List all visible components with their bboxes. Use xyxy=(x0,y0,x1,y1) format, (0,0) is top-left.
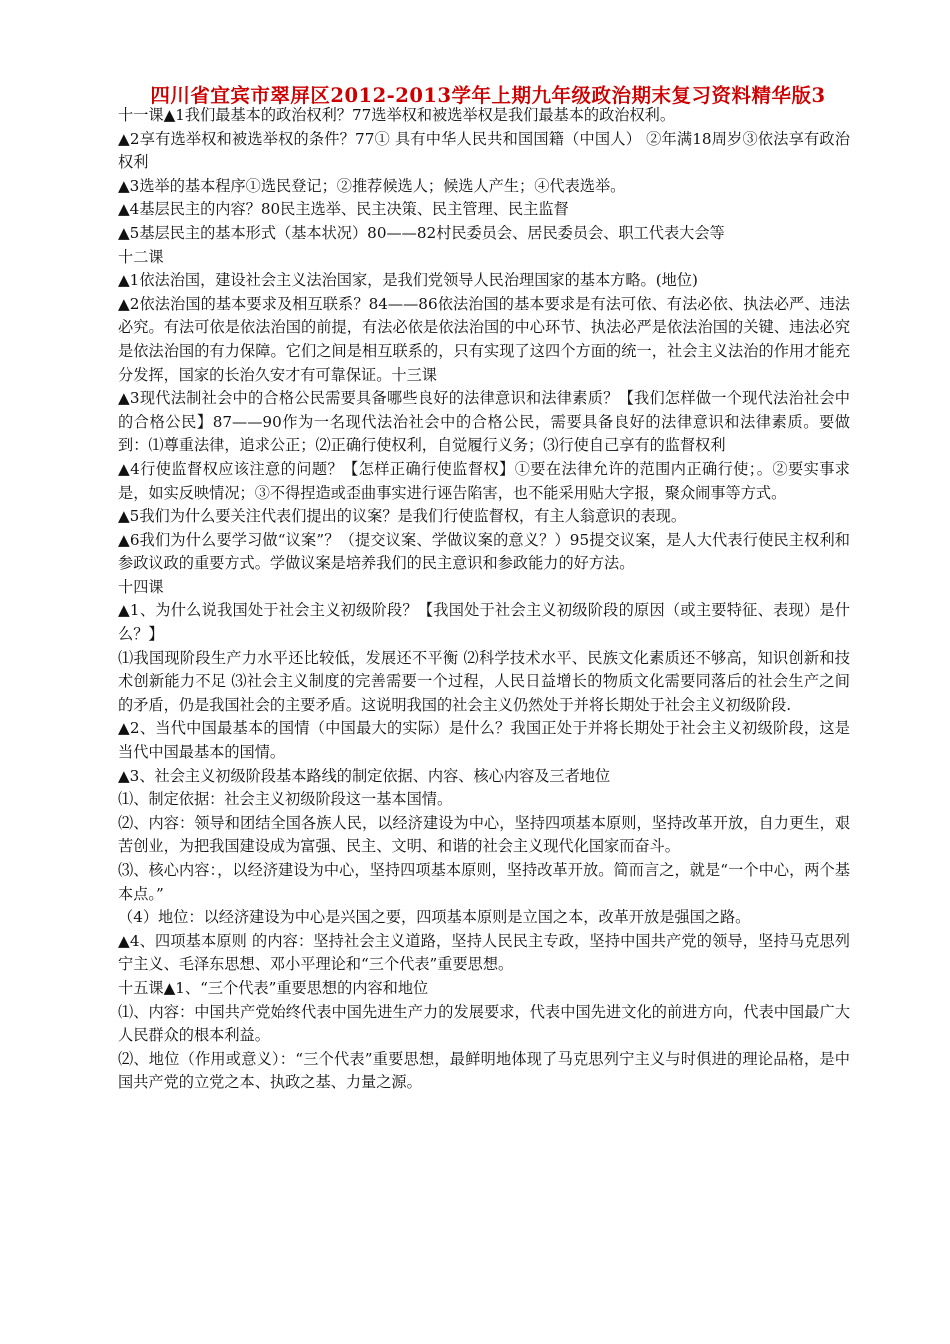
paragraph: 十五课▲1、“三个代表”重要思想的内容和地位 xyxy=(118,978,429,997)
paragraph: ▲3现代法制社会中的合格公民需要具备哪些良好的法律意识和法律素质？【我们怎样做一个现代法治社会中的合格公民】87——90作为一名现代法治社会中的合格公民，需要具备良好的法律意识和法律素质。要做到：⑴尊重法律，追求公正；⑵正确行使权利，自觉履行义务；⑶行使自己享有的监督权利 xyxy=(118,389,850,455)
paragraph: ⑴、内容：中国共产党始终代表中国先进生产力的发展要求，代表中国先进文化的前进方向，代表中国最广大人民群众的根本利益。 xyxy=(118,1002,850,1045)
paragraph: ⑶、核心内容：，以经济建设为中心，坚持四项基本原则，坚持改革开放。简而言之，就是“一个中心，两个基本点。” xyxy=(118,861,850,903)
section-heading: 十四课 xyxy=(118,577,164,596)
paragraph: ▲4基层民主的内容？80民主选举、民主决策、民主管理、民主监督 xyxy=(118,200,569,219)
paragraph: ▲4、四项基本原则 的内容：坚持社会主义道路，坚持人民民主专政，坚持中国共产党的领导，坚持马克思列宁主义、毛泽东思想、邓小平理论和“三个代表”重要思想。 xyxy=(118,931,850,974)
paragraph: ▲1、为什么说我国处于社会主义初级阶段？【我国处于社会主义初级阶段的原因（或主要特征、表现）是什么？】 xyxy=(118,601,850,644)
paragraph: （4）地位：以经济建设为中心是兴国之要，四项基本原则是立国之本，改革开放是强国之路。 xyxy=(118,908,751,927)
paragraph: ⑵、内容：领导和团结全国各族人民，以经济建设为中心，坚持四项基本原则，坚持改革开放，自力更生，艰苦创业，为把我国建设成为富强、民主、文明、和谐的社会主义现代化国家而奋斗。 xyxy=(118,813,850,856)
paragraph: ⑵、地位（作用或意义）：“三个代表”重要思想，最鲜明地体现了马克思列宁主义与时俱进的理论品格，是中国共产党的立党之本、执政之基、力量之源。 xyxy=(118,1049,850,1092)
paragraph: ▲2享有选举权和被选举权的条件？77① 具有中华人民共和国国籍（中国人） ②年满18周岁③依法享有政治权利 xyxy=(118,129,850,172)
section-heading: 十二课 xyxy=(118,247,164,266)
document-body xyxy=(118,104,850,1095)
paragraph: ▲3选举的基本程序①选民登记；②推荐候选人；候选人产生；④代表选举。 xyxy=(118,176,626,195)
document-title: 四川省宜宾市翠屏区2012-2013学年上期九年级政治期末复习资料精华版3 xyxy=(150,84,826,107)
paragraph: ▲3、社会主义初级阶段基本路线的制定依据、内容、核心内容及三者地位 xyxy=(118,766,611,785)
paragraph: 十一课▲1我们最基本的政治权利？77选举权和被选举权是我们最基本的政治权利。 xyxy=(118,106,676,124)
paragraph: ▲2依法治国的基本要求及相互联系？84——86依法治国的基本要求是有法可依、有法必依、执法必严、违法必究。有法可依是依法治国的前提，有法必依是依法治国的中心环节、执法必严是依法治国的关键、违法必究是依法治国的有力保障。它们之间是相互联系的，只有实现了这四个方面的统一，社会主义法治的作用才能充分发挥，国家的长治久安才有可靠保证。十三课 xyxy=(118,294,850,384)
paragraph: ▲4行使监督权应该注意的问题？【怎样正确行使监督权】①要在法律允许的范围内正确行使；。②要实事求是，如实反映情况；③不得捏造或歪曲事实进行诬告陷害，也不能采用贴大字报，聚众闹事等方式。 xyxy=(118,459,850,502)
paragraph: ▲5基层民主的基本形式（基本状况）80——82村民委员会、居民委员会、职工代表大会等 xyxy=(118,223,725,242)
paragraph: ▲6我们为什么要学习做“议案”？（提交议案、学做议案的意义？）95提交议案，是人大代表行使民主权利和参政议政的重要方式。学做议案是培养我们的民主意识和参政能力的好方法。 xyxy=(118,530,850,573)
paragraph: ▲5我们为什么要关注代表们提出的议案？是我们行使监督权，有主人翁意识的表现。 xyxy=(118,507,687,526)
paragraph: ⑴、制定依据：社会主义初级阶段这一基本国情。 xyxy=(118,790,453,809)
paragraph: ▲2、当代中国最基本的国情（中国最大的实际）是什么？我国正处于并将长期处于社会主义初级阶段，这是当代中国最基本的国情。 xyxy=(118,719,850,762)
paragraph: ⑴我国现阶段生产力水平还比较低，发展还不平衡 ⑵科学技术水平、民族文化素质还不够高，知识创新和技术创新能力不足 ⑶社会主义制度的完善需要一个过程，人民日益增长的物质文化需要同落后的社会生产之间的矛盾，仍是我国社会的主要矛盾。这说明我国的社会主义仍然处于并将长期处于社会主义初级阶段. xyxy=(118,648,850,714)
paragraph: ▲1依法治国，建设社会主义法治国家，是我们党领导人民治理国家的基本方略。(地位) xyxy=(118,271,698,290)
